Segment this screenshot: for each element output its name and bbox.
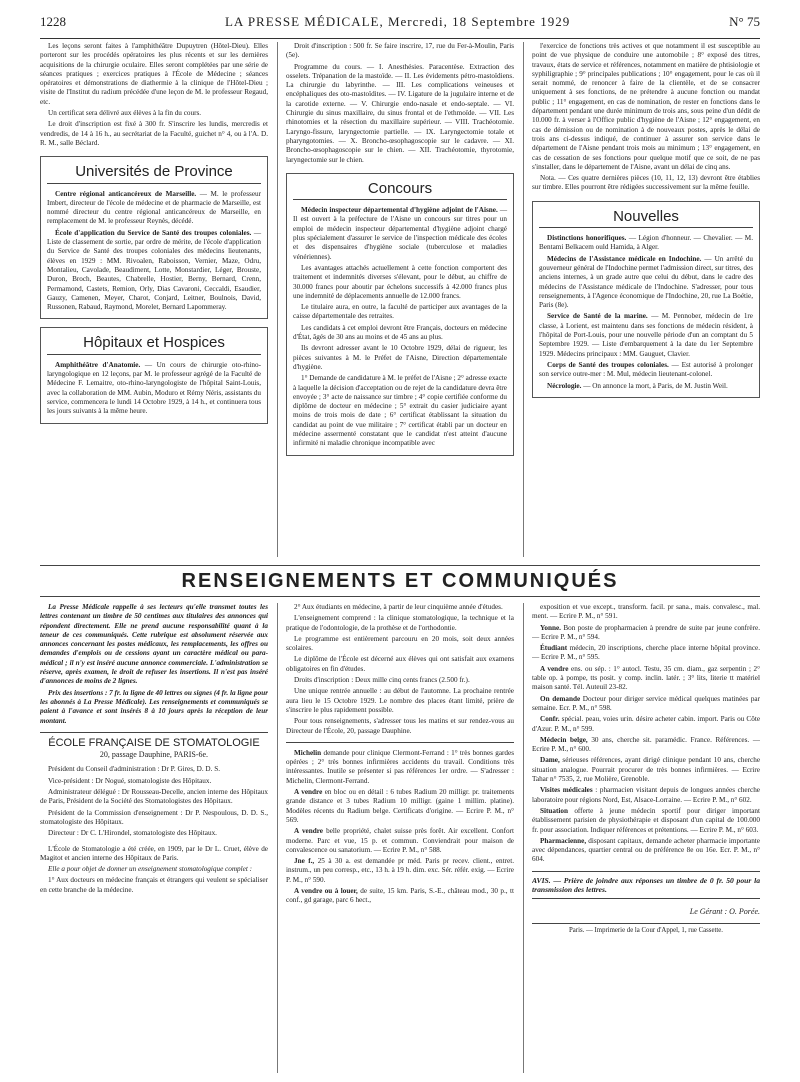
school-title: ÉCOLE FRANÇAISE DE STOMATOLOGIE xyxy=(48,736,260,749)
paragraph: Le diplôme de l'École est décerné aux élèves qui ont satisfait aux examens obligatoires en fin d'études. xyxy=(286,655,514,673)
classified-ad: Yonne. Bon poste de propharmacien à prendre de suite par jeune confrère. — Ecrire P. M., n° 594. xyxy=(532,623,760,641)
divider xyxy=(286,742,514,743)
classified-ad: Visites médicales : pharmacien visitant depuis de longues années cherche laboratoire pour régions Nord, Est, Alsace-Lorraine. — Ecrire P. M., n° 602. xyxy=(532,786,760,804)
staff-line: Président du Conseil d'administration : Dr P. Gires, D. D. S. xyxy=(48,765,220,774)
classified-ad: Confr. spécial. peau, voies urin. désire acheter cabin. import. Paris ou Côte d'Azur. P. M., n° 599. xyxy=(532,715,760,733)
news-item: Amphithéâtre d'Anatomie. — Un cours de chirurgie oto-rhino-laryngologique en 12 leçons, par M. le professeur agrégé de la Faculté de Médecine F. Lemaitre, oto-rhino-laryngologiste de l'hôpital Saint-Louis, avec la collaboration de MM. Aubin, Moduro et Rémy Néris, assistants du service, commencera le lundi 14 Octobre 1929, à 14 h., et continuera tous les jours suivants à la même heure. xyxy=(47,360,262,416)
printer-line: Paris. — Imprimerie de la Cour d'Appel, 1, rue Cassette. xyxy=(532,923,760,935)
classified-ad: Étudiant médecin, 20 inscriptions, cherche place interne hôpital province. — Ecrire P. M., n° 595. xyxy=(532,644,760,662)
news-item: Corps de Santé des troupes coloniales. — Est autorisé à prolonger son service outre-mer : M. Mul, médecin lieutenant-colonel. xyxy=(539,360,754,379)
concours-box xyxy=(286,173,514,456)
classified-ad: A vendre ou à louer, de suite, 15 km. Paris, S.-E., château mod., 30 p., tt conf., gd garage, parc 6 hect., xyxy=(286,887,514,905)
classified-ad: Pharmacienne, disposant capitaux, demande acheter pharmacie importante avec dépendances, quartier central ou de préférence 8e ou 16e. Ecr. P. M., n° 604. xyxy=(532,836,760,864)
paragraph: Le titulaire aura, en outre, la faculté de participer aux avantages de la caisse départementale des retraites. xyxy=(293,303,507,321)
classified-ad: Dame, sérieuses références, ayant dirigé clinique pendant 10 ans, cherche situation analogue. Pourrait procurer de très bonnes infirmières. — Ecrire Tahar n° 7535, 2, rue Molière, Grenoble. xyxy=(532,756,760,784)
classified-ad: Michelin demande pour clinique Clermont-Ferrand : 1° très bonnes gardes opérées ; 2° très bonnes infirmières accidents du travail. Conditions très intéressantes. Inutile se présenter si pas références 1er ordre. — S'adresser : Michelin, Clermont-Ferrand. xyxy=(286,748,514,785)
staff-line: Directeur : Dr C. L'Hirondel, stomatologiste des Hôpitaux. xyxy=(48,829,217,838)
issue-number: N° 75 xyxy=(729,14,760,29)
nouvelles-box xyxy=(532,201,760,398)
page-number: 1228 xyxy=(40,14,66,29)
section-banner: RENSEIGNEMENTS ET COMMUNIQUÉS xyxy=(40,565,760,597)
paragraph: 1° Demande de candidature à M. le préfet de l'Aisne ; 2° adresse exacte à laquelle la décision d'acceptation ou de rejet de la candidature devra être envoyée ; 3° acte de naissance sur timbre ; 4° copie certifiée conforme du diplôme de docteur en médecine ; 5° extrait du casier judiciaire ayant moins de trois mois de date ; 6° certificat établissant la situation du candidat au point de vue militaire ; 7° certificat établi par un docteur en médecine assermenté constatant que le candidat n'est atteint d'aucune infirmité ni maladie chronique incompatible avec xyxy=(293,374,507,448)
universites-box xyxy=(40,156,268,319)
classified-ad: Jne f., 25 à 30 a. est demandée pr méd. Paris pr recev. client., entret. instrum., un peu corresp., etc., 13 h. à 19 h. dim. exc. Sér. référ. exig. — Ecrire P. M., n° 590. xyxy=(286,857,514,884)
classified-ad: A vendre ens. ou sép. : 1° autocl. Testu, 35 cm. diam., gaz serpentin ; 2° table op. à pompe, tts posit. y comp. inclin. latér. ; 3° lits, literie tt matériel maison santé. Tél. Auteuil 23-82. xyxy=(532,664,760,692)
paragraph: Droits d'inscription : Deux mille cinq cents francs (2.500 fr.). xyxy=(294,676,470,685)
paragraph: L'École de Stomatologie a été créée, en 1909, par le Dr L. Cruet, élève de Magitot et ancien interne des Hôpitaux de Paris. xyxy=(40,844,268,862)
staff-line: Vice-président : Dr Nogué, stomatologiste des Hôpitaux. xyxy=(48,776,212,785)
paragraph: Une unique rentrée annuelle : au début de l'automne. La prochaine rentrée aura lieu le 15 Octobre 1929. Le nombre des places étant limité, prière de s'inscrire le plus rapidement possible. xyxy=(286,687,514,714)
paragraph: l'exercice de fonctions très actives et que notamment il est susceptible au point de vue physique de conduire une automobile ; 8° exposé des titres, travaux, états de service et références, notamment en matière de phtisiologie et syphiligraphie ; 9° principales publications ; 10° engagement, pour le cas où il serait nommé, de renoncer à faire de la clientèle, et de se consacrer uniquement à ses fonctions, de ne prétendre à aucune fonction ou mandat public ; 11° engagement, en cas de nomination, de rester en fonctions dans le département pendant une durée minimum de trois ans, sous peine d'un dédit de 10.000 fr. à verser à l'Office public d'hygiène de l'Aisne ; 12° engagement, en cas de démission ou de nomination à de nouveaux postes, après le délai de trois ans ci-dessus indiqué, de continuer à assurer son service dans le département de l'Aisne pendant trois mois au minimum ; 13° engagement, en cas de cessation de ses fonctions pour quelque motif que ce soit, de ne pas s'installer, dans le département de l'Aisne, avant un délai de cinq ans. xyxy=(532,42,760,171)
news-item: Centre régional anticancéreux de Marseille. — M. le professeur Imbert, directeur de l'école de médecine et de pharmacie de Marseille, est nommé directeur du centre régional anticancéreux de Marseille, en remplacement de M. le professeur Reynès, décédé. xyxy=(47,189,261,226)
classified-ad: Médecin belge, 30 ans, cherche sit. paramédic. France. Références. — Ecrire P. M., n° 600. xyxy=(532,735,760,754)
paragraph: exposition et vue except., transform. facil. pr sana., mais. convalesc., mal. ment. — Ecrire P. M., n° 591. xyxy=(532,603,760,621)
intro-paragraph: Un certificat sera délivré aux élèves à la fin du cours. xyxy=(48,109,202,118)
section-title-universites: Universités de Province xyxy=(75,163,233,181)
divider xyxy=(293,199,507,200)
column-separator xyxy=(523,603,524,1073)
intro-paragraph: Droit d'inscription : 500 fr. Se faire inscrire, 17, rue du Fer-à-Moulin, Paris (5e). xyxy=(286,42,514,60)
staff-line: Président de la Commission d'enseignement : Dr P. Nespoulous, D. D. S., stomatologiste des Hôpitaux. xyxy=(40,808,268,826)
hopitaux-box xyxy=(40,327,268,423)
news-item: Médecins de l'Assistance médicale en Indochine. — Un arrêté du gouverneur général de l'Indochine permet l'admission direct, sur titres, des anciens internes, à un grade autre que celui du début, dans le cadre des médecins de l'Assistance médicale de l'Indochine. S'adresser, pour tous renseignements, à l'Agence économique de l'Indochine, 20, rue La Boétie, Paris (8e). xyxy=(539,254,754,310)
top-column-1 xyxy=(40,42,268,557)
paragraph: Elle a pour objet de donner un enseignement stomatologique complet : xyxy=(48,865,253,874)
avis-notice: AVIS. — Prière de joindre aux réponses un timbre de 0 fr. 50 pour la transmission des lettres. xyxy=(532,871,760,900)
classified-ad: Situation offerte à jeune médecin sportif pour diriger important établissement parisien de physiothérapie et disposant d'un capital de 100.000 fr. pour association. Indiquer références et prétentions. — Ecrire P. M., n° 603. xyxy=(532,806,760,834)
news-item: Nécrologie. — On annonce la mort, à Paris, de M. Justin Weil. xyxy=(547,381,728,390)
nota-paragraph: Nota. — Ces quatre dernières pièces (10, 11, 12, 13) devront être établies sur timbre. Elles pourront être rédigées successivement sur la même feuille. xyxy=(532,174,760,192)
news-item: École d'application du Service de Santé des troupes coloniales. — Liste de classement de sortie, par ordre de mérite, de l'école d'application du Service de Santé des troupes coloniales des médecins lieutenants, élèves en 1929 : MM. Rivoalen, Raboisson, Vernier, Maze, Odru, Montalieu, Cavolade, Beaudiment, Lotte, Monstardier, Léger, Brouste, Duron, Broch, Beautes, Chabrelle, Hostier, Berny, Bernard, Crenn, Permamond, Castets, Remion, Orly, Dias Cavaroni, Ceccaldi, Esaudier, Gauzy, Camenen, Meyer, Charot, Conjard, Leitner, Boulnois, David, Russonen, Rabaud, Raymond, Morelet, Bernard Lapommeray. xyxy=(47,228,262,312)
news-item: Service de Santé de la marine. — M. Pennober, médecin de 1re classe, à Lorient, est maintenu dans ses fonctions de médecin résident, à l'hôpital de Port-Louis, pour une nouvelle période d'un an comptant du 5 Septembre 1929. — Liste d'embarquement à la date du 1er Septembre 1929. Médecins principaux : MM. Gauguet, Clavier. xyxy=(539,312,753,358)
section-title-concours: Concours xyxy=(367,179,433,197)
school-address: 20, passage Dauphine, PARIS-6e. xyxy=(99,750,209,760)
divider xyxy=(539,227,753,228)
bottom-column-2 xyxy=(286,603,514,1073)
bottom-column-3 xyxy=(532,603,760,1073)
paragraph: 2° Aux étudiants en médecine, à partir de leur cinquième année d'études. xyxy=(294,603,503,611)
paragraph: Les candidats à cet emploi devront être Français, docteurs en médecine d'État, âgés de 30 ans au moins et de 45 ans au plus. xyxy=(293,323,507,342)
intro-paragraph: Les leçons seront faites à l'amphithéâtre Dupuytren (Hôtel-Dieu). Elles porteront sur les procédés opératoires les plus récents et sur les dernières acquisitions de la chirurgie oculaire. Elles seront complétées par une série de séances pratiques ; exercices pratiques à l'École de Médecine ; séances opératoires et démonstrations de diathermie à la clinique de l'Hôtel-Dieu ; visite de l'Institut du radium précédée d'une leçon de M. le professeur Regaud, etc. xyxy=(40,42,268,106)
column-separator xyxy=(277,603,278,1073)
gerant-signature: Le Gérant : O. Porée. xyxy=(689,907,760,917)
classified-ad: A vendre belle propriété, chalet suisse près forêt. Air excellent. Confort moderne. Parc et vue, 15 p. et commun. Conviendrait pour maison de convalescence ou sanatorium. — Ecrire P. M., n° 588. xyxy=(286,827,514,854)
journal-title: LA PRESSE MÉDICALE, Mercredi, 18 Septembre 1929 xyxy=(224,14,571,29)
news-item: Distinctions honorifiques. — Légion d'honneur. — Chevalier. — M. Bentami Belkacem ould Hamida, à Alger. xyxy=(539,234,753,252)
top-column-2 xyxy=(286,42,514,557)
price-paragraph: Prix des insertions : 7 fr. la ligne de 40 lettres ou signes (4 fr. la ligne pour les abonnés à La Presse Médicale). Les renseignements et communiqués se paient à l'avance et sont insérés 8 à 10 jours après la réception de leur montant. xyxy=(40,688,268,725)
section-title-nouvelles: Nouvelles xyxy=(613,207,679,225)
paragraph: Pour tous renseignements, s'adresser tous les matins et sur rendez-vous au Directeur de l'École, 20, passage Dauphine. xyxy=(286,717,514,735)
paragraph: 1° Aux docteurs en médecine français et étrangers qui veulent se spécialiser en cette branche de la médecine. xyxy=(40,876,268,894)
divider xyxy=(47,183,261,184)
column-separator xyxy=(523,42,524,557)
staff-line: Administrateur délégué : Dr Rousseau-Decelle, ancien interne des Hôpitaux de Paris, Président de la Société des Stomatologistes des Hôpitaux. xyxy=(40,788,268,806)
page-header xyxy=(40,14,760,39)
notice-paragraph: La Presse Médicale rappelle à ses lecteurs qu'elle transmet toutes les lettres contenant un timbre de 50 centimes aux titulaires des annonces qui répondent directement. Elle ne prend aucune responsabilité quant à la teneur de ces communiqués. Cette rubrique est absolument réservée aux annonces concernant les postes médicaux, les remplacements, les offres ou demandes d'emplois ou de cessions ayant un caractère médical ou para-médical ; il n'y est inséré aucune annonce commerciale. L'administration se réserve, après examen, le droit de refuser les insertions. Il n'est pas inséré d'annonces de moins de 2 lignes. xyxy=(40,603,268,686)
top-column-3 xyxy=(532,42,760,557)
news-item: Médecin inspecteur départemental d'hygiène adjoint de l'Aisne. — Il est ouvert à la préfecture de l'Aisne un concours sur titres pour un emploi de médecin inspecteur départemental d'hygiène adjoint chargé plus spécialement d'assurer le service de l'inspection médicale des écoles et des dispensaires d'hygiène sociale (tuberculose et maladies vénériennes). xyxy=(293,206,507,261)
paragraph: Le programme est entièrement parcouru en 20 mois, soit deux années scolaires. xyxy=(286,634,514,653)
programme-paragraph: Programme du cours. — I. Anesthésies. Paracentèse. Extraction des osselets. Trépanation de la mastoïde. — II. Les évidements pétro-mastoïdiens. La chirurgie du labyrinthe. — III. Les complications veineuses et encéphaliques des oto-mastoïdites. — IV. Ligature de la jugulaire interne et de la carotide externe. — V. Chirurgie endo-nasale et endo-septale. — VI. Chirurgie du sinus maxillaire, du sinus frontal et de l'ethmoïde. — VII. Les rhinotomies et la résection du maxillaire supérieur. — VIII. Trachéotomie. Laryngo-fissure, laryngectomie partielle. — IX. Laryngectomie totale et pharyngotomies. — X. Broncho-œsophagoscopie sur le cadavre. — XI. Broncho-œsophagoscopie sur le chien. — XII. Trachéotomie, thyrotomie, laryngectomie sur le chien. xyxy=(286,62,514,164)
classified-ad: A vendre en bloc ou en détail : 6 tubes Radium 20 milligr. pr. traitements grande distance et 3 tubes Radium 10 milligr. (gaine 1 millim. platine). Modèles récents du Radium belge. Certificats d'origine. — Ecrire P. M., n° 569. xyxy=(286,788,514,824)
bottom-column-1 xyxy=(40,603,268,1073)
paragraph: L'enseignement comprend : la clinique stomatologique, la technique et la pratique de l'odontologie, de la prothèse et de l'orthodontie. xyxy=(286,614,514,632)
column-separator xyxy=(277,42,278,557)
section-title-hopitaux: Hôpitaux et Hospices xyxy=(83,334,225,352)
paragraph: Les avantages attachés actuellement à cette fonction comportent des traitement et indemnités diverses s'élevant, pour le début, au chiffre de 30.000 francs pour aboutir par échelons successifs à 42.000 francs plus une indemnité de déplacements annuelle de 12.000 francs. xyxy=(293,263,507,300)
divider xyxy=(47,354,261,355)
intro-paragraph: Le droit d'inscription est fixé à 300 fr. S'inscrire les lundis, mercredis et vendredis, de 14 à 16 h., au secrétariat de la Faculté, guichet n° 4, ou à l'A. D. R. M., salle Béclard. xyxy=(40,120,268,147)
paragraph: Ils devront adresser avant le 10 Octobre 1929, délai de rigueur, les pièces suivantes à M. le Préfet de l'Aisne, Direction départementale d'hygiène. xyxy=(293,344,507,371)
divider xyxy=(40,732,268,733)
classified-ad: On demande Docteur pour diriger service médical quelques matinées par semaine. Ecr. P. M., n° 598. xyxy=(532,694,760,712)
